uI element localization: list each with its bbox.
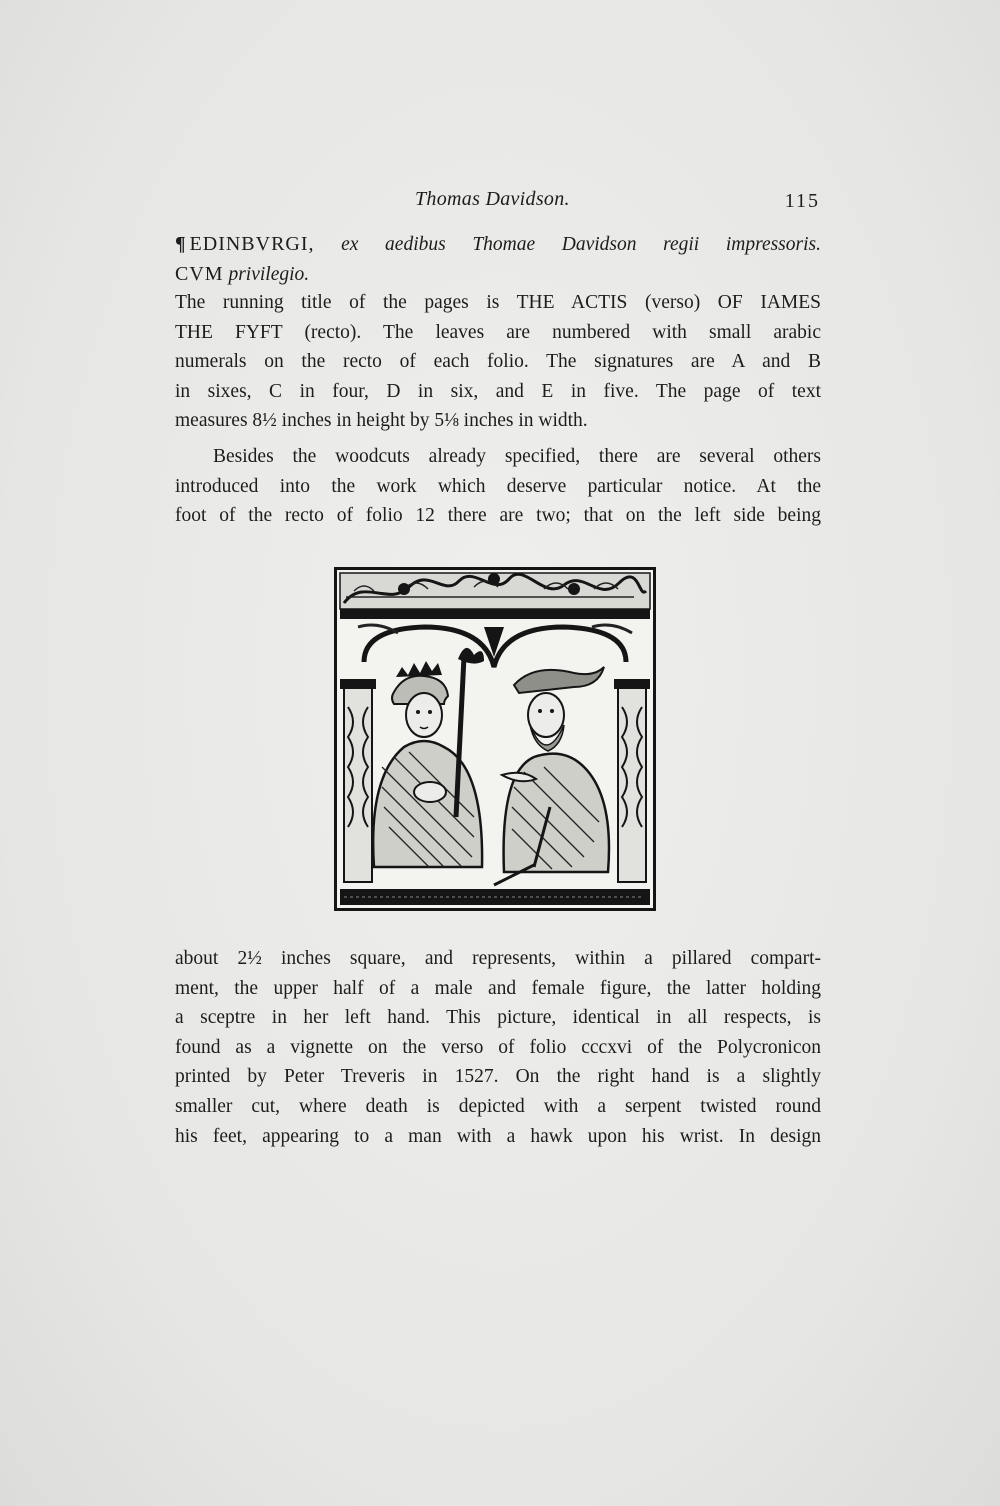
- text-line: his feet, appearing to a man with a hawk upon his wrist. In design: [175, 1125, 821, 1147]
- privilege-italic: privilegio.: [228, 263, 310, 285]
- paragraph-description: [175, 944, 821, 1151]
- text-line: THE FYFT (recto). The leaves are numbered with small arabic: [175, 321, 821, 343]
- text-line: introduced into the work which deserve particular notice. At the: [175, 475, 821, 497]
- running-head: [175, 188, 820, 218]
- text-line: The running title of the pages is THE ACTIS (verso) OF IAMES: [175, 292, 821, 313]
- woodcut-king-and-bearded-man-icon: [334, 567, 656, 911]
- page-number: 115: [784, 190, 820, 212]
- paragraph-woodcuts: [175, 442, 821, 531]
- text-line: measures 8½ inches in height by 5⅛ inches in width.: [175, 410, 588, 432]
- text-line: foot of the recto of folio 12 there are two; that on the left side being: [175, 505, 821, 527]
- text-line: in sixes, C in four, D in six, and E in five. The page of text: [175, 380, 821, 402]
- text-line: Besides the woodcuts already specified, there are several others: [213, 446, 821, 467]
- paragraph-running-title: [175, 288, 821, 436]
- running-title: Thomas Davidson.: [415, 188, 570, 210]
- imprint-caps: EDINBVRGI,: [189, 233, 315, 255]
- colophon-line-2: [175, 260, 821, 290]
- text-line: ment, the upper half of a male and female figure, the latter holding: [175, 977, 821, 999]
- text-line: smaller cut, where death is depicted with a serpent twisted round: [175, 1095, 821, 1117]
- colophon-line-1: [175, 230, 821, 260]
- text-line: found as a vignette on the verso of folio cccxvi of the Polycronicon: [175, 1036, 821, 1058]
- colophon: [175, 230, 821, 289]
- text-line: printed by Peter Treveris in 1527. On the right hand is a slightly: [175, 1066, 821, 1088]
- text-line: numerals on the recto of each folio. The signatures are A and B: [175, 351, 821, 373]
- pilcrow-icon: ¶: [175, 234, 186, 255]
- imprint-italic: ex aedibus Thomae Davidson regii impressoris.: [341, 234, 821, 255]
- text-line: a sceptre in her left hand. This picture, identical in all respects, is: [175, 1007, 821, 1029]
- privilege-caps: CVM: [175, 262, 224, 285]
- text-line: about 2½ inches square, and represents, within a pillared compart-: [175, 948, 821, 969]
